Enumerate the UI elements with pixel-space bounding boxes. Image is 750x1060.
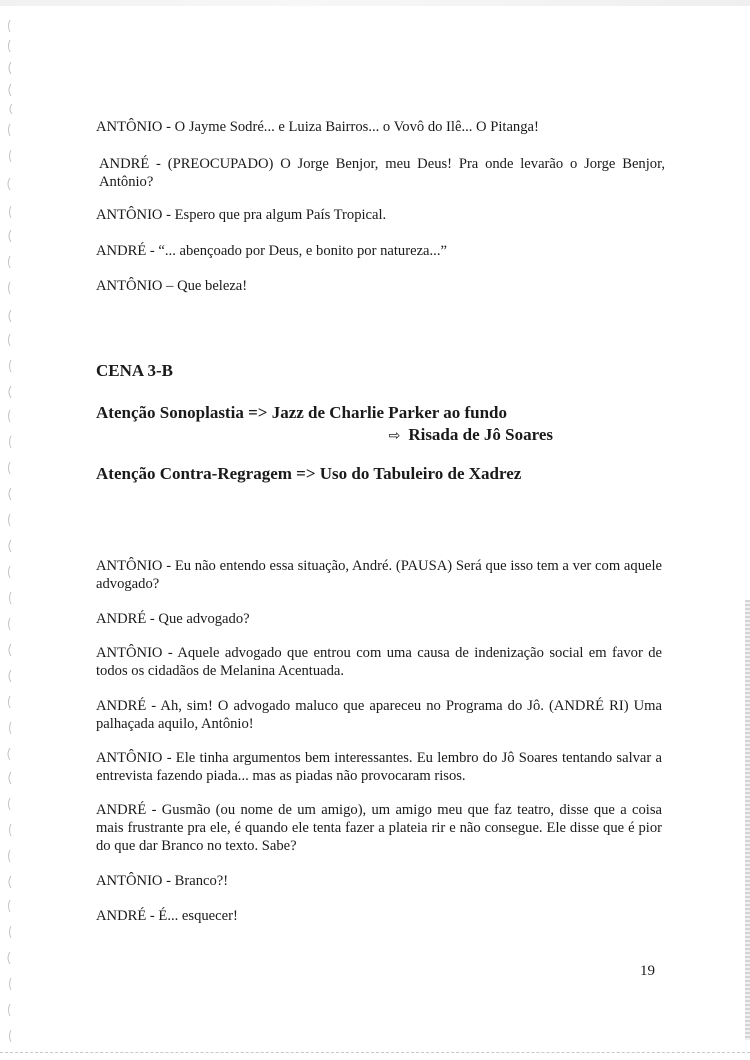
- dialogue-line: ANDRÉ - Ah, sim! O advogado maluco que apareceu no Programa do Jô. (ANDRÉ RI) Uma palhaçada aquilo, Antônio!: [96, 698, 662, 732]
- dialogue-line: ANTÔNIO - Aquele advogado que entrou com uma causa de indenização social em favor de todos os cidadãos de Melanina Acentuada.: [96, 645, 662, 679]
- arrow-right-icon: ⇨: [388, 428, 401, 444]
- dialogue-line: ANDRÉ - Que advogado?: [96, 611, 250, 627]
- dialogue-line: ANTÔNIO - Ele tinha argumentos bem interessantes. Eu lembro do Jô Soares tentando salvar a entrevista fazendo piada... mas as piadas não provocaram risos.: [96, 750, 662, 784]
- page-number: 19: [640, 963, 655, 979]
- dialogue-line: ANDRÉ - “... abençoado por Deus, e bonito por natureza...”: [96, 243, 447, 259]
- props-cue: Atenção Contra-Regragem => Uso do Tabuleiro de Xadrez: [96, 464, 522, 483]
- dialogue-line: ANTÔNIO - Branco?!: [96, 873, 229, 889]
- binding-marks: [0, 0, 40, 1060]
- dialogue-line: ANDRÉ - (PREOCUPADO) O Jorge Benjor, meu Deus! Pra onde levarão o Jorge Benjor, Antônio?: [99, 156, 665, 190]
- scan-right-edge: [745, 600, 750, 1040]
- dialogue-line: ANTÔNIO - Eu não entendo essa situação, André. (PAUSA) Será que isso tem a ver com aquele advogado?: [96, 558, 662, 592]
- dialogue-line: ANTÔNIO – Que beleza!: [96, 278, 248, 294]
- sound-cue-secondary: [350, 424, 553, 447]
- scan-bottom-edge: [0, 1052, 750, 1054]
- dialogue-line: ANTÔNIO - O Jayme Sodré... e Luiza Bairros... o Vovô do Ilê... O Pitanga!: [96, 119, 539, 135]
- dialogue-line: ANDRÉ - Gusmão (ou nome de um amigo), um amigo meu que faz teatro, disse que a coisa mais frustrante pra ele, é quando ele tenta fazer a plateia rir e não consegue. Ele disse que é pior do que dar Branco no texto. Sabe?: [96, 802, 662, 854]
- scan-top-edge: [0, 0, 750, 6]
- sound-cue: Atenção Sonoplastia => Jazz de Charlie Parker ao fundo: [96, 403, 507, 422]
- sound-cue-secondary-label: Risada de Jô Soares: [408, 425, 553, 444]
- scene-title: CENA 3-B: [96, 361, 173, 380]
- dialogue-line: ANDRÉ - É... esquecer!: [96, 908, 238, 924]
- dialogue-line: ANTÔNIO - Espero que pra algum País Tropical.: [96, 207, 387, 223]
